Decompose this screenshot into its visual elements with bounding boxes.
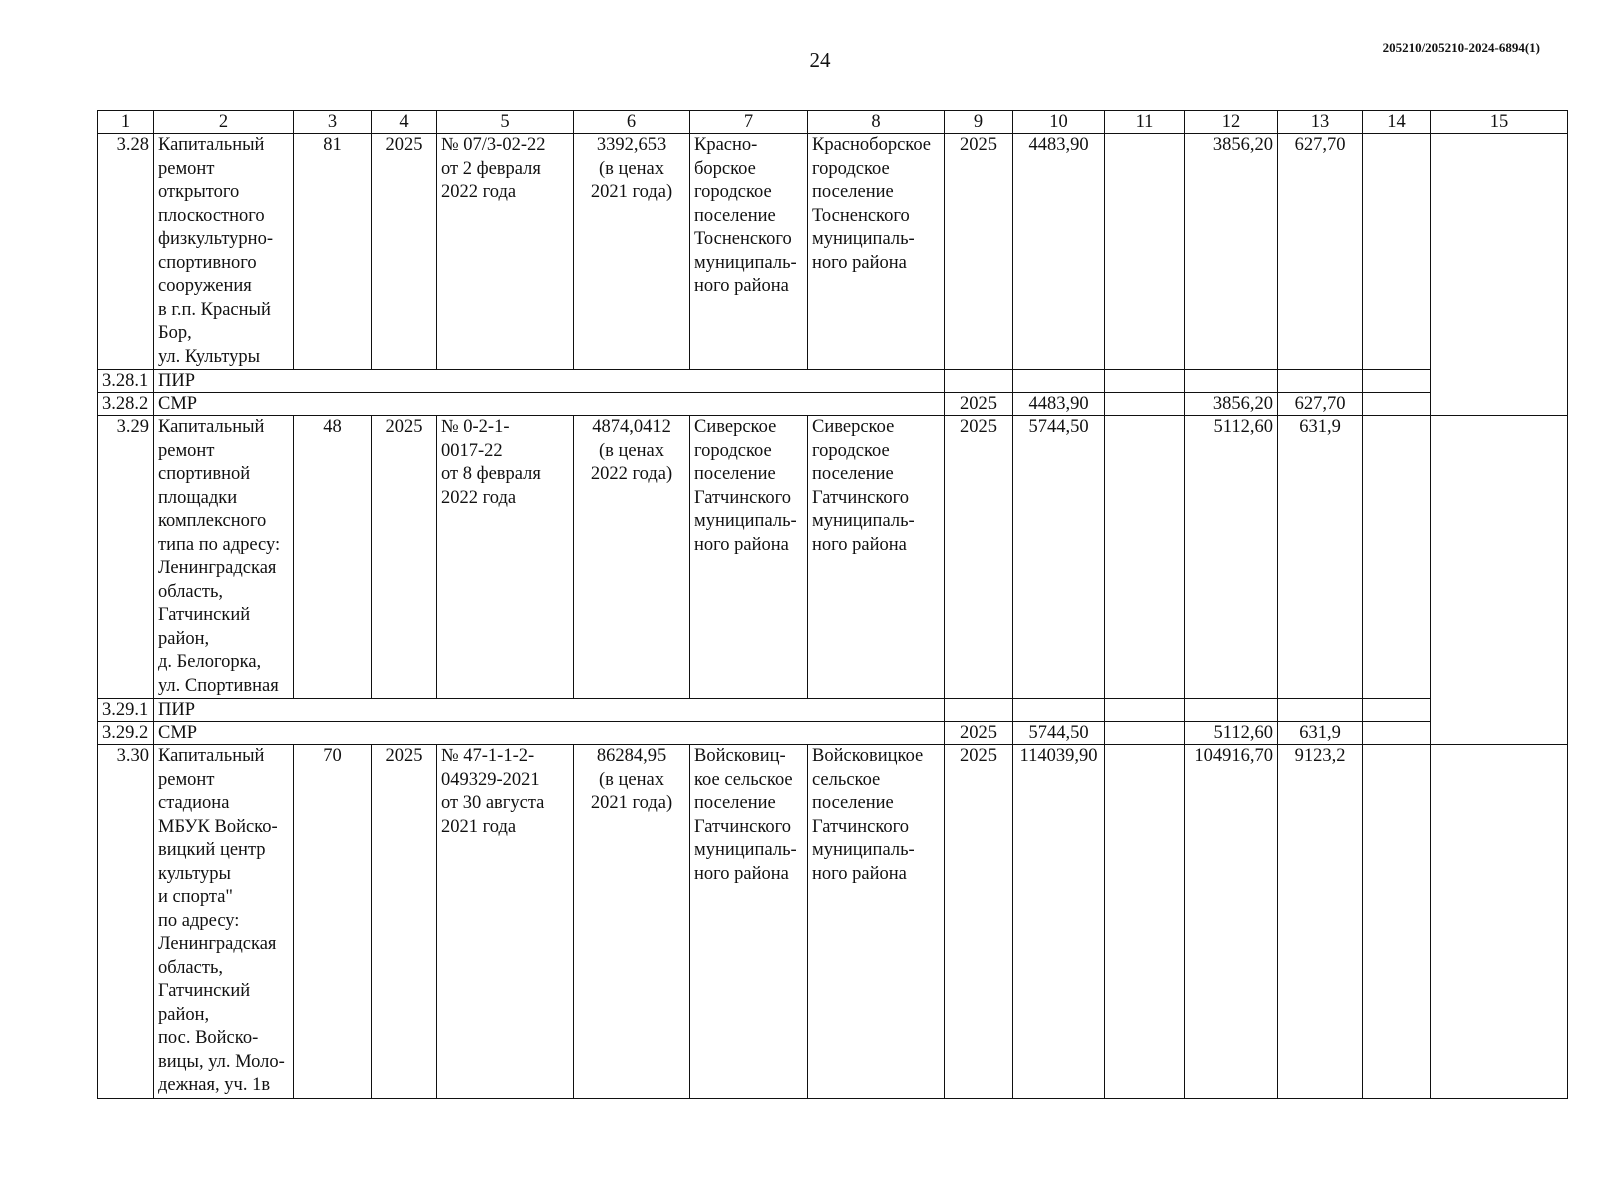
cell-col11 bbox=[1105, 134, 1185, 370]
column-header: 3 bbox=[294, 111, 372, 134]
column-number-row bbox=[98, 111, 1568, 134]
cell-col10: 5744,50 bbox=[1013, 722, 1105, 745]
cell-col13 bbox=[1278, 370, 1363, 393]
cell-col13 bbox=[1278, 699, 1363, 722]
cell-col14 bbox=[1363, 393, 1431, 416]
cell-col14 bbox=[1363, 370, 1431, 393]
column-header: 6 bbox=[574, 111, 690, 134]
cell-col11 bbox=[1105, 393, 1185, 416]
row-id: 3.30 bbox=[98, 745, 154, 1099]
cell-col10 bbox=[1013, 370, 1105, 393]
cell-col4: 2025 bbox=[372, 134, 437, 370]
cell-col7: Сиверское городское поселение Гатчинского муниципаль- ного района bbox=[690, 416, 808, 699]
cell-col5: № 47-1-1-2- 049329-2021 от 30 августа 2021 года bbox=[437, 745, 574, 1099]
sub-row bbox=[98, 393, 1568, 416]
cell-col10 bbox=[1013, 699, 1105, 722]
cell-col9: 2025 bbox=[945, 416, 1013, 699]
cell-col3: 81 bbox=[294, 134, 372, 370]
cell-col15 bbox=[1431, 745, 1568, 1099]
cell-col13: 627,70 bbox=[1278, 393, 1363, 416]
cell-col14 bbox=[1363, 134, 1431, 370]
cell-col12: 3856,20 bbox=[1185, 134, 1278, 370]
cell-col4: 2025 bbox=[372, 416, 437, 699]
cell-col12: 5112,60 bbox=[1185, 416, 1278, 699]
column-header: 13 bbox=[1278, 111, 1363, 134]
object-name: Капитальный ремонт стадиона МБУК Войско- вицкий центр культуры и спорта" по адресу: Ленинградская область, Гатчинский район, пос. Войско- вицы, ул. Моло- дежная, уч. 1в bbox=[154, 745, 294, 1099]
column-header: 9 bbox=[945, 111, 1013, 134]
column-header: 4 bbox=[372, 111, 437, 134]
sub-row bbox=[98, 370, 1568, 393]
cell-col9 bbox=[945, 699, 1013, 722]
schedule-table bbox=[97, 110, 1568, 1099]
sub-row-label: СМР bbox=[154, 393, 945, 416]
cell-col14 bbox=[1363, 699, 1431, 722]
page-number: 24 bbox=[809, 48, 831, 72]
table-row bbox=[98, 134, 1568, 370]
cell-col13: 631,9 bbox=[1278, 416, 1363, 699]
cell-col13: 9123,2 bbox=[1278, 745, 1363, 1099]
sub-row-id: 3.28.1 bbox=[98, 370, 154, 393]
sub-row bbox=[98, 722, 1568, 745]
cell-col13: 631,9 bbox=[1278, 722, 1363, 745]
cell-col4: 2025 bbox=[372, 745, 437, 1099]
sub-row-label: ПИР bbox=[154, 370, 945, 393]
cell-col7: Красно- борское городское поселение Тосненского муниципаль- ного района bbox=[690, 134, 808, 370]
cell-col15 bbox=[1431, 416, 1568, 745]
column-header: 15 bbox=[1431, 111, 1568, 134]
cell-col7: Войсковиц- кое сельское поселение Гатчинского муниципаль- ного района bbox=[690, 745, 808, 1099]
column-header: 10 bbox=[1013, 111, 1105, 134]
cell-col14 bbox=[1363, 722, 1431, 745]
object-name: Капитальный ремонт спортивной площадки комплексного типа по адресу: Ленинградская область, Гатчинский район, д. Белогорка, ул. Спортивная bbox=[154, 416, 294, 699]
cell-col9: 2025 bbox=[945, 722, 1013, 745]
cell-col10: 4483,90 bbox=[1013, 134, 1105, 370]
cell-col12: 3856,20 bbox=[1185, 393, 1278, 416]
column-header: 14 bbox=[1363, 111, 1431, 134]
cell-col10: 5744,50 bbox=[1013, 416, 1105, 699]
column-header: 5 bbox=[437, 111, 574, 134]
sub-row-label: ПИР bbox=[154, 699, 945, 722]
cell-col11 bbox=[1105, 370, 1185, 393]
document-id: 205210/205210-2024-6894(1) bbox=[1382, 40, 1540, 55]
column-header: 12 bbox=[1185, 111, 1278, 134]
cell-col8: Сиверское городское поселение Гатчинского муниципаль- ного района bbox=[808, 416, 945, 699]
cell-col11 bbox=[1105, 722, 1185, 745]
cell-col11 bbox=[1105, 416, 1185, 699]
cell-col12: 5112,60 bbox=[1185, 722, 1278, 745]
cell-col12 bbox=[1185, 370, 1278, 393]
cell-col8: Войсковицкое сельское поселение Гатчинского муниципаль- ного района bbox=[808, 745, 945, 1099]
cell-col5: № 0-2-1- 0017-22 от 8 февраля 2022 года bbox=[437, 416, 574, 699]
sub-row-id: 3.29.1 bbox=[98, 699, 154, 722]
row-id: 3.28 bbox=[98, 134, 154, 370]
cell-col9: 2025 bbox=[945, 134, 1013, 370]
cell-col13: 627,70 bbox=[1278, 134, 1363, 370]
column-header: 11 bbox=[1105, 111, 1185, 134]
cell-col6: 3392,653 (в ценах 2021 года) bbox=[574, 134, 690, 370]
cell-col3: 48 bbox=[294, 416, 372, 699]
cell-col12: 104916,70 bbox=[1185, 745, 1278, 1099]
cell-col12 bbox=[1185, 699, 1278, 722]
object-name: Капитальный ремонт открытого плоскостного физкультурно- спортивного сооружения в г.п. Красный Бор, ул. Культуры bbox=[154, 134, 294, 370]
cell-col10: 114039,90 bbox=[1013, 745, 1105, 1099]
cell-col15 bbox=[1431, 134, 1568, 416]
cell-col11 bbox=[1105, 699, 1185, 722]
sub-row-id: 3.29.2 bbox=[98, 722, 154, 745]
column-header: 8 bbox=[808, 111, 945, 134]
cell-col5: № 07/3-02-22 от 2 февраля 2022 года bbox=[437, 134, 574, 370]
cell-col8: Красноборское городское поселение Тосненского муниципаль- ного района bbox=[808, 134, 945, 370]
sub-row-label: СМР bbox=[154, 722, 945, 745]
table-row bbox=[98, 745, 1568, 1099]
sub-row bbox=[98, 699, 1568, 722]
column-header: 1 bbox=[98, 111, 154, 134]
cell-col9: 2025 bbox=[945, 393, 1013, 416]
column-header: 2 bbox=[154, 111, 294, 134]
cell-col9: 2025 bbox=[945, 745, 1013, 1099]
sub-row-id: 3.28.2 bbox=[98, 393, 154, 416]
cell-col10: 4483,90 bbox=[1013, 393, 1105, 416]
column-header: 7 bbox=[690, 111, 808, 134]
cell-col11 bbox=[1105, 745, 1185, 1099]
cell-col3: 70 bbox=[294, 745, 372, 1099]
cell-col9 bbox=[945, 370, 1013, 393]
table-row bbox=[98, 416, 1568, 699]
row-id: 3.29 bbox=[98, 416, 154, 699]
cell-col6: 86284,95 (в ценах 2021 года) bbox=[574, 745, 690, 1099]
cell-col6: 4874,0412 (в ценах 2022 года) bbox=[574, 416, 690, 699]
cell-col14 bbox=[1363, 745, 1431, 1099]
cell-col14 bbox=[1363, 416, 1431, 699]
